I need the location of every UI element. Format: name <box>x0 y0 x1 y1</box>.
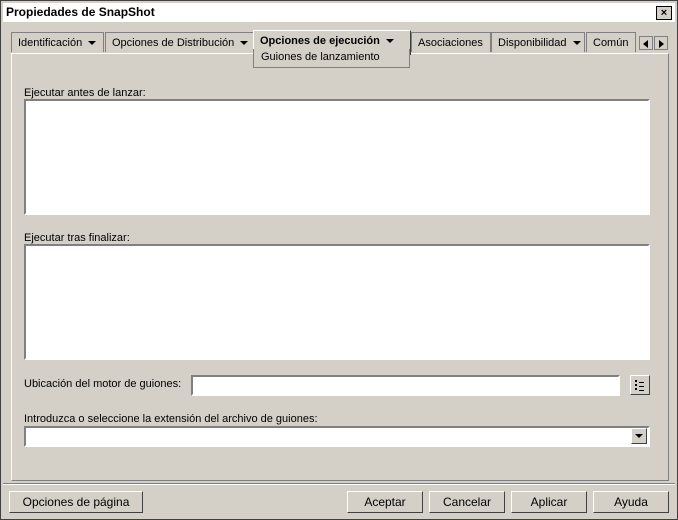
tab-disponibilidad[interactable] <box>491 32 585 52</box>
chevron-right-icon <box>659 40 664 48</box>
menu-item-guiones-lanzamiento[interactable]: Guiones de lanzamiento <box>261 51 380 63</box>
window-title: Propiedades de SnapShot <box>6 5 155 19</box>
help-button[interactable]: Ayuda <box>593 491 669 513</box>
tab-label: Identificación <box>18 37 83 49</box>
extension-dropdown-button[interactable] <box>631 428 647 444</box>
browse-tree-icon <box>631 376 649 394</box>
title-bar <box>3 3 675 22</box>
tab-label: Opciones de Distribución <box>112 37 235 49</box>
tab-dropdown-menu <box>253 49 410 68</box>
tab-label: Disponibilidad <box>498 37 567 49</box>
tab-label: Asociaciones <box>418 37 483 49</box>
chevron-down-icon[interactable] <box>88 41 96 45</box>
after-finish-textarea[interactable] <box>24 244 650 360</box>
chevron-left-icon <box>643 40 648 48</box>
tab-identificacion[interactable] <box>11 32 104 52</box>
script-engine-label: Ubicación del motor de guiones: <box>24 378 182 390</box>
before-launch-textarea[interactable] <box>24 99 650 215</box>
tab-label: Común <box>593 37 629 49</box>
tab-comun[interactable] <box>586 32 636 52</box>
tab-asociaciones[interactable] <box>411 32 491 52</box>
scroll-right-button[interactable] <box>654 36 668 50</box>
extension-label: Introduzca o seleccione la extensión del archivo de guiones: <box>24 413 318 425</box>
chevron-down-icon <box>635 434 643 438</box>
page-options-button[interactable]: Opciones de página <box>9 491 143 513</box>
footer-divider-highlight <box>3 484 675 485</box>
browse-button[interactable] <box>630 375 650 395</box>
after-finish-label: Ejecutar tras finalizar: <box>24 232 130 244</box>
scroll-left-button[interactable] <box>639 36 653 50</box>
apply-button[interactable]: Aplicar <box>511 491 587 513</box>
script-engine-input[interactable] <box>191 375 620 396</box>
tab-opciones-distribucion[interactable] <box>105 32 254 52</box>
close-button[interactable]: × <box>656 6 672 20</box>
chevron-down-icon[interactable] <box>386 39 394 43</box>
tab-label: Opciones de ejecución <box>260 35 380 47</box>
chevron-down-icon[interactable] <box>240 41 248 45</box>
cancel-button[interactable]: Cancelar <box>429 491 505 513</box>
ok-button[interactable]: Aceptar <box>347 491 423 513</box>
extension-combobox[interactable] <box>24 426 650 447</box>
chevron-down-icon[interactable] <box>573 41 581 45</box>
before-launch-label: Ejecutar antes de lanzar: <box>24 87 146 99</box>
